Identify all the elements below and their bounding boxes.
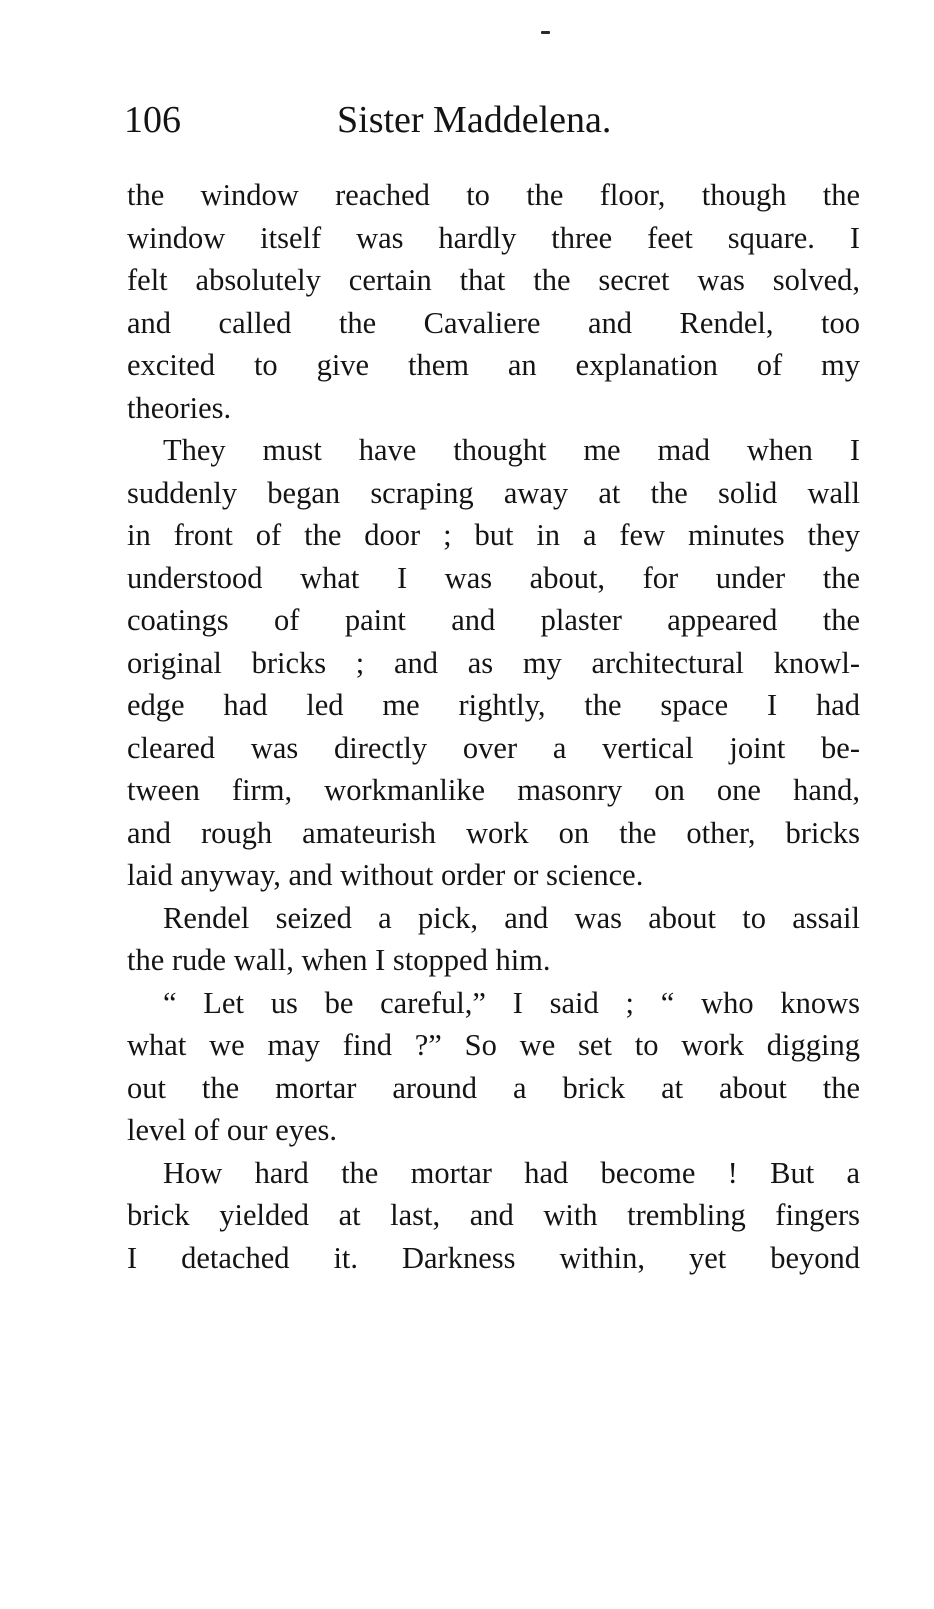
- running-title: Sister Maddelena.: [337, 99, 612, 141]
- text-line: window itself was hardly three feet square. I: [127, 220, 860, 255]
- text-line: original bricks ; and as my architectural knowl-: [127, 645, 860, 680]
- text-line: felt absolutely certain that the secret was solved,: [127, 263, 860, 297]
- page-number: 106: [124, 99, 181, 141]
- text-line: Rendel seized a pick, and was about to assail: [163, 900, 860, 935]
- body-text: [127, 174, 860, 1279]
- text-line: How hard the mortar had become ! But a: [163, 1155, 860, 1190]
- text-line: the window reached to the floor, though the: [127, 178, 860, 212]
- text-line: what we may find ?” So we set to work digging: [127, 1028, 860, 1062]
- running-head: [124, 92, 734, 148]
- text-line: They must have thought me mad when I: [163, 433, 860, 467]
- text-line: cleared was directly over a vertical joint be-: [127, 730, 860, 765]
- text-line: brick yielded at last, and with trembling fingers: [127, 1198, 860, 1232]
- text-line: and called the Cavaliere and Rendel, too: [127, 305, 860, 340]
- text-line: understood what I was about, for under the: [127, 560, 860, 595]
- text-line: edge had led me rightly, the space I had: [127, 688, 860, 722]
- text-line: I detached it. Darkness within, yet beyond: [127, 1240, 860, 1275]
- text-line: out the mortar around a brick at about the: [127, 1070, 860, 1105]
- text-line: the rude wall, when I stopped him.: [127, 943, 551, 977]
- text-line: excited to give them an explanation of my: [127, 348, 860, 382]
- ink-speck: [541, 31, 550, 34]
- text-line: suddenly began scraping away at the solid wall: [127, 475, 860, 510]
- text-line: laid anyway, and without order or science.: [127, 858, 644, 892]
- text-line: “ Let us be careful,” I said ; “ who knows: [163, 985, 860, 1020]
- text-line: coatings of paint and plaster appeared the: [127, 603, 860, 637]
- text-line: in front of the door ; but in a few minutes they: [127, 518, 860, 552]
- text-line: tween firm, workmanlike masonry on one hand,: [127, 773, 860, 807]
- text-line: theories.: [127, 390, 232, 425]
- text-line: and rough amateurish work on the other, bricks: [127, 815, 860, 850]
- text-line: level of our eyes.: [127, 1113, 338, 1147]
